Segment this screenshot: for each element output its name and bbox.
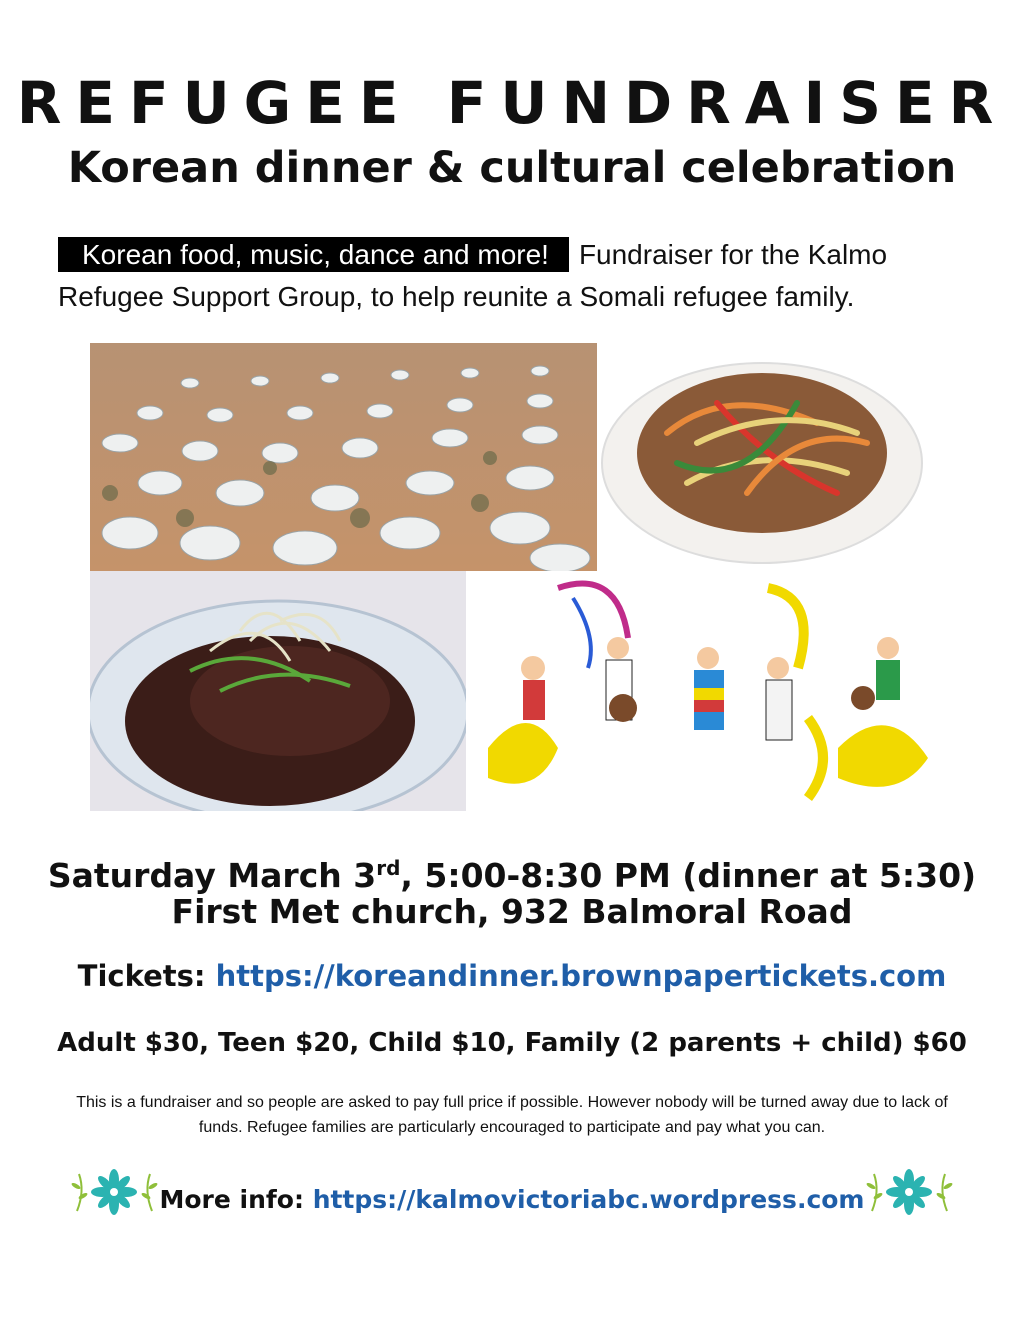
bulgogi-photo <box>90 571 466 811</box>
event-date: Saturday March 3 <box>47 856 377 895</box>
event-time: , 5:00-8:30 PM (dinner at 5:30) <box>400 856 977 895</box>
ticket-prices: Adult $30, Teen $20, Child $10, Family (2 parents + child) $60 <box>57 1028 967 1058</box>
page-title: REFUGEE FUNDRAISER <box>16 69 1008 137</box>
more-info-label: More info: <box>159 1185 304 1214</box>
more-info-link[interactable]: https://kalmovictoriabc.wordpress.com <box>312 1185 865 1214</box>
korean-dancers-illustration <box>478 578 935 811</box>
refugee-camp-photo <box>90 343 597 571</box>
event-date-ordinal: rd <box>376 856 401 880</box>
japchae-photo <box>597 343 935 571</box>
tickets-line <box>0 955 1024 997</box>
intro-highlight: Korean food, music, dance and more! <box>58 237 569 272</box>
fundraiser-note: This is a fundraiser and so people are asked to pay full price if possible. However nobody will be turned away due to lack of funds. Refugee families are particularly encouraged to participate and pay what you can. <box>76 1094 948 1136</box>
intro-text: Fundraiser for the Kalmo Refugee Support Group, to help reunite a Somali refugee family. <box>58 239 888 312</box>
event-location: First Met church, 932 Balmoral Road <box>171 892 853 931</box>
tickets-link[interactable]: https://koreandinner.brownpapertickets.com <box>215 959 947 993</box>
tickets-label: Tickets: <box>77 959 206 993</box>
flower-ornament-right-icon <box>862 1166 957 1218</box>
page-subtitle: Korean dinner & cultural celebration <box>67 143 957 193</box>
intro-paragraph <box>58 234 978 318</box>
